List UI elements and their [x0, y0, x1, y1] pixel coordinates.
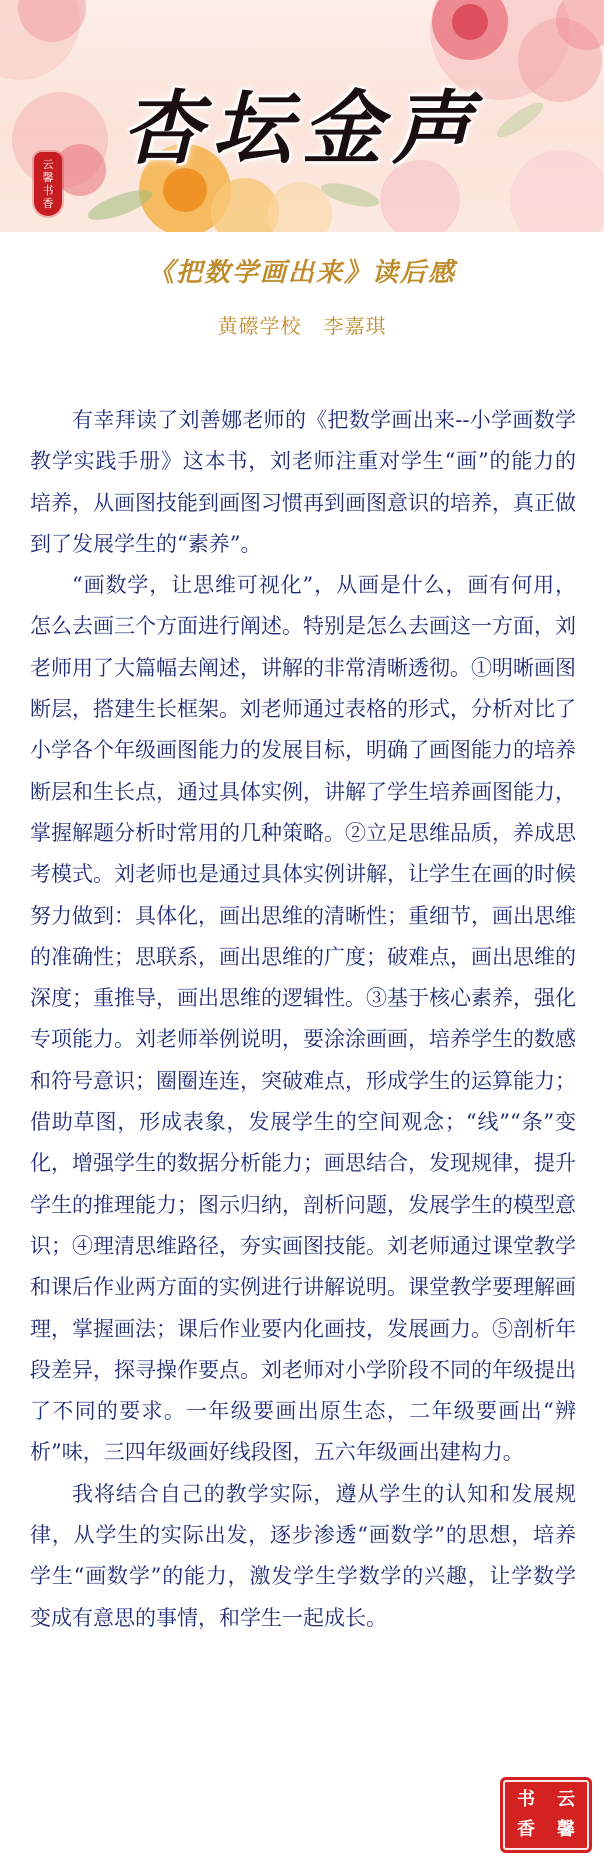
footer-seal-char: 云: [557, 1789, 575, 1810]
footer-seal-char: 馨: [557, 1819, 575, 1840]
paragraph: 有幸拜读了刘善娜老师的《把数学画出来--小学画数学教学实践手册》这本书，刘老师注重对学生“画”的能力的培养，从画图技能到画图习惯再到画图意识的培养，真正做到了发展学生的“素养”。: [30, 408, 576, 556]
footer-seal-char: 香: [517, 1819, 535, 1840]
footer-seal-char: 书: [517, 1789, 535, 1810]
banner-seal-char: 香: [42, 197, 54, 210]
banner-seal-char: 云: [42, 158, 54, 171]
footer-seal: [500, 1777, 592, 1853]
header-banner: [0, 0, 604, 232]
banner-seal-char: 馨: [42, 171, 54, 184]
paragraph: 我将结合自己的教学实际，遵从学生的认知和发展规律，从学生的实际出发，逐步渗透“画数学”的思想，培养学生“画数学”的能力，激发学生学数学的兴趣，让学数学变成有意思的事情，和学生一起成长。: [30, 1481, 576, 1630]
banner-seal-char: 书: [42, 184, 54, 197]
article-byline: 黄礤学校 李嘉琪: [217, 314, 387, 338]
article-title: 《把数学画出来》读后感: [147, 258, 456, 288]
paragraph: “画数学，让思维可视化”，从画是什么，画有何用，怎么去画三个方面进行阐述。特别是怎么去画这一方面，刘老师用了大篇幅去阐述，讲解的非常清晰透彻。①明晰画图断层，搭建生长框架。刘老师通过表格的形式，分析对比了小学各个年级画图能力的发展目标，明确了画图能力的培养断层和生长点，通过具体实例，讲解了学生培养画图能力，掌握解题分析时常用的几种策略。②立足思维品质，养成思考模式。刘老师也是通过具体实例讲解，让学生在画的时候努力做到：具体化，画出思维的清晰性；重细节，画出思维的准确性；思联系，画出思维的广度；破难点，画出思维的深度；重推导，画出思维的逻辑性。③基于核心素养，强化专项能力。刘老师举例说明，要涂涂画画，培养学生的数感和符号意识；圈圈连连，突破难点，形成学生的运算能力；借助草图，形成表象，发展学生的空间观念；“线”“条”变化，增强学生的数据分析能力；画思结合，发现规律，提升学生的推理能力；图示归纳，剖析问题，发展学生的模型意识；④理清思维路径，夯实画图技能。刘老师通过课堂教学和课后作业两方面的实例进行讲解说明。课堂教学要理解画理，掌握画法；课后作业要内化画技，发展画力。⑤剖析年段差异，探寻操作要点。刘老师对小学阶段不同的年级提出了不同的要求。一年级要画出原生态，二年级要画出“辨析”味，三四年级画好线段图，五六年级画出建构力。: [30, 573, 576, 1465]
banner-title: 杏坛金声: [122, 81, 482, 175]
article-body: [30, 400, 576, 1639]
banner-seal: [34, 152, 62, 216]
